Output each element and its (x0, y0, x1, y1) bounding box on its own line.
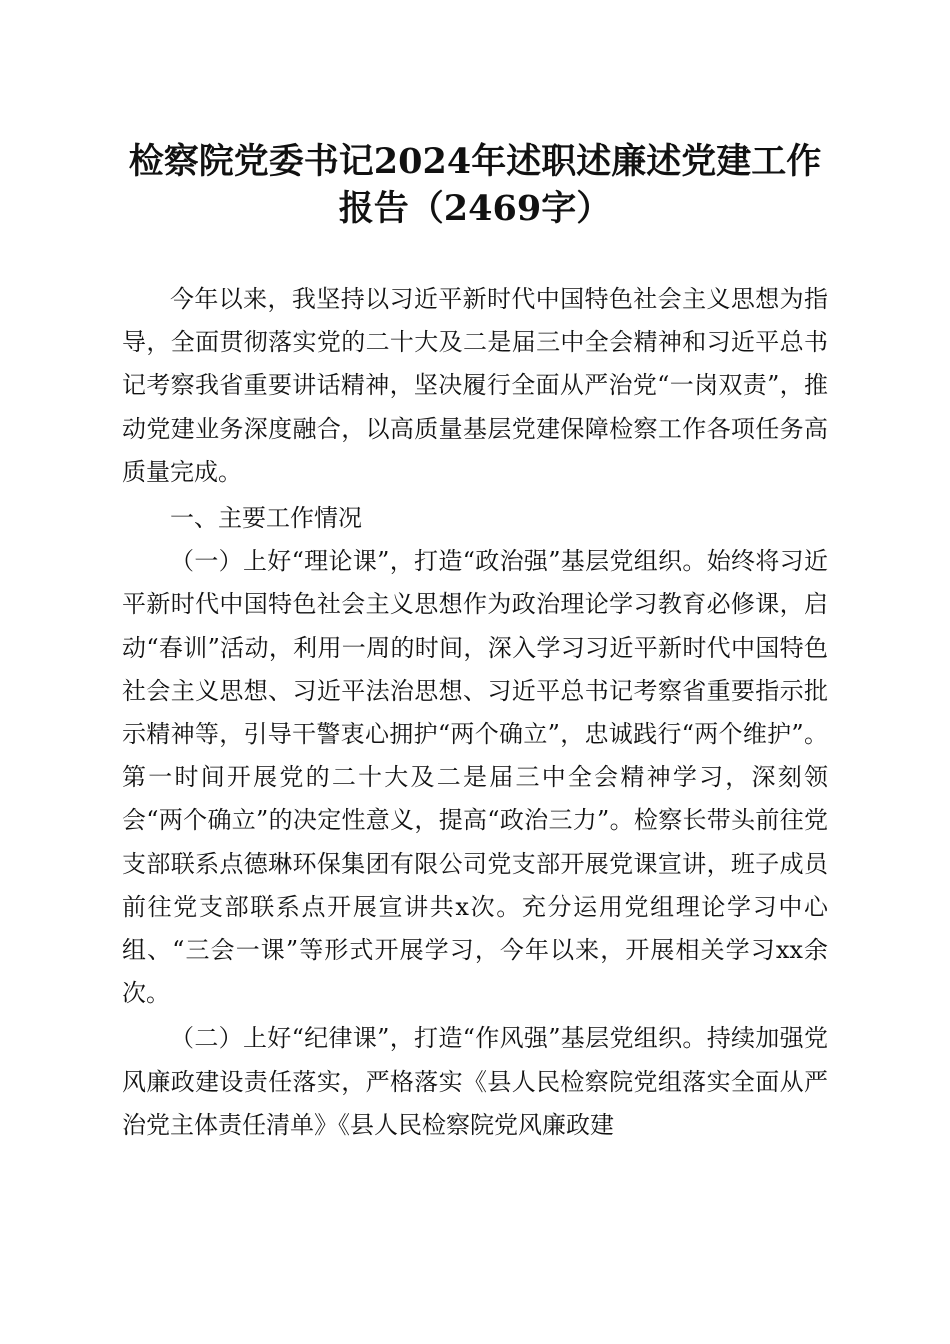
document-title (0, 138, 950, 232)
title-line-1: 检察院党委书记2024年述职述廉述党建工作 (128, 141, 822, 182)
title-line-2: 报告（2469字） (338, 188, 612, 229)
document-body (122, 278, 828, 1147)
intro-paragraph: 今年以来，我坚持以习近平新时代中国特色社会主义思想为指导，全面贯彻落实党的二十大及二是届三中全会精神和习近平总书记考察我省重要讲话精神，坚决履行全面从严治党“一岗双责”，推动党建业务深度融合，以高质量基层党建保障检察工作各项任务高质量完成。 (122, 285, 828, 486)
paragraph-2: （二）上好“纪律课”，打造“作风强”基层党组织。持续加强党风廉政建设责任落实，严格落实《县人民检察院党组落实全面从严治党主体责任清单》《县人民检察院党风廉政建 (122, 1024, 828, 1139)
section-heading: 一、主要工作情况 (170, 504, 362, 533)
paragraph-1: （一）上好“理论课”，打造“政治强”基层党组织。始终将习近平新时代中国特色社会主义思想作为政治理论学习教育必修课，启动“春训”活动，利用一周的时间，深入学习习近平新时代中国特色社会主义思想、习近平法治思想、习近平总书记考察省重要指示批示精神等，引导干警衷心拥护“两个确立”，忠诚践行“两个维护”。第一时间开展党的二十大及二是届三中全会精神学习，深刻领会“两个确立”的决定性意义，提高“政治三力”。检察长带头前往党支部联系点德琳环保集团有限公司党支部开展党课宣讲，班子成员前往党支部联系点开展宣讲共x次。充分运用党组理论学习中心组、“三会一课”等形式开展学习，今年以来，开展相关学习xx余次。 (122, 547, 828, 1008)
